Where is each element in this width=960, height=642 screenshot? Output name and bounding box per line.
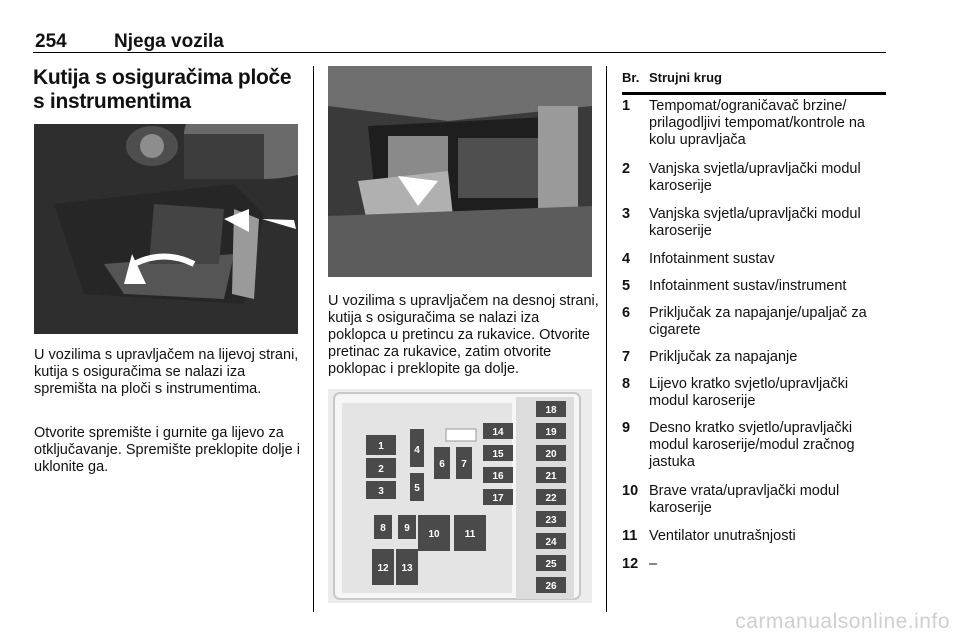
fuse-11: [454, 515, 486, 551]
svg-text:22: 22: [545, 493, 557, 504]
fuse-1: [366, 435, 396, 455]
table-header: [622, 68, 886, 95]
row-text: Vanjska svjetla/upravljački modul karoserije: [649, 206, 861, 239]
svg-text:4: 4: [414, 445, 420, 456]
row-text: Infotainment sustav: [649, 251, 775, 267]
photo-left-illustration: [34, 124, 298, 334]
svg-text:2: 2: [378, 464, 384, 475]
svg-text:20: 20: [545, 449, 557, 460]
svg-text:17: 17: [492, 493, 504, 504]
row-text: Vanjska svjetla/upravljački modul karoserije: [649, 161, 861, 194]
svg-text:14: 14: [492, 427, 504, 438]
svg-text:12: 12: [377, 563, 389, 574]
svg-text:23: 23: [545, 515, 557, 526]
fuse-7: [456, 447, 472, 479]
svg-text:11: 11: [464, 529, 476, 540]
row-text: Priključak za napajanje/upaljač za cigarete: [649, 305, 867, 338]
row-number: 2: [622, 161, 631, 177]
paragraph-left-2: Otvorite spremište i gurnite ga lijevo za otključavanje. Spremište preklopite dolje i uklonite ga.: [34, 425, 300, 475]
fuse-5: [410, 473, 424, 501]
fuse-12: [372, 549, 394, 585]
fuse-20: [536, 445, 566, 461]
row-number: 11: [622, 528, 638, 544]
page-header: [33, 30, 886, 53]
row-text: Brave vrata/upravljački modul karoserije: [649, 483, 840, 516]
fuse-25: [536, 555, 566, 571]
fuse-17: [483, 489, 513, 505]
fuse-3: [366, 481, 396, 499]
fuse-2: [366, 458, 396, 478]
svg-text:10: 10: [428, 529, 440, 540]
row-text: –: [649, 556, 658, 572]
paragraph-middle: U vozilima s upravljačem na desnoj strani, kutija s osiguračima se nalazi iza poklopca u pretincu za rukavice. Otvorite pretinac za rukavice, zatim otvorite poklopac i preklopite ga dolje.: [328, 293, 599, 377]
fuse-16: [483, 467, 513, 483]
fuse-22: [536, 489, 566, 505]
svg-text:5: 5: [414, 483, 420, 494]
svg-text:7: 7: [461, 459, 467, 470]
row-text: Lijevo kratko svjetlo/upravljački modul karoserije: [649, 376, 849, 409]
photo-right-hand-drive-glovebox: [328, 66, 592, 277]
svg-text:13: 13: [401, 563, 413, 574]
svg-text:15: 15: [492, 449, 504, 460]
row-number: 10: [622, 483, 639, 499]
fuse-10: [418, 515, 450, 551]
svg-text:3: 3: [378, 486, 384, 497]
fuse-15: [483, 445, 513, 461]
row-text: Infotainment sustav/instrument: [649, 278, 847, 294]
fuse-4: [410, 429, 424, 467]
row-number: 3: [622, 206, 631, 222]
svg-text:18: 18: [545, 405, 557, 416]
svg-text:26: 26: [545, 581, 557, 592]
table-header-circuit: Strujni krug: [649, 70, 722, 85]
fuse-21: [536, 467, 566, 483]
fuse-6: [434, 447, 450, 479]
column-divider-left: [313, 66, 314, 612]
row-text: Priključak za napajanje: [649, 349, 798, 365]
fuse-26: [536, 577, 566, 593]
row-number: 8: [622, 376, 631, 392]
svg-text:8: 8: [380, 523, 386, 534]
row-text: Tempomat/ograničavač brzine/ prilagodljivi tempomat/kontrole na kolu upravljača: [649, 98, 865, 148]
chapter-title: Njega vozila: [114, 31, 224, 52]
fuse-18: [536, 401, 566, 417]
table-header-number: Br.: [622, 70, 640, 85]
svg-text:19: 19: [545, 427, 557, 438]
fuse-13: [396, 549, 418, 585]
fuse-19: [536, 423, 566, 439]
fuse-23: [536, 511, 566, 527]
svg-text:1: 1: [378, 441, 384, 452]
row-number: 6: [622, 305, 631, 321]
fuse-24: [536, 533, 566, 549]
section-title: Kutija s osiguračima ploče s instrumentima: [33, 66, 292, 113]
paragraph-left-1: U vozilima s upravljačem na lijevoj strani, kutija s osiguračima se nalazi iza spremišta na ploči s instrumentima.: [34, 347, 299, 397]
svg-text:21: 21: [545, 471, 557, 482]
row-text: Ventilator unutrašnjosti: [649, 528, 796, 544]
svg-text:6: 6: [439, 459, 445, 470]
fuse-box-diagram: [328, 389, 592, 603]
svg-text:9: 9: [404, 523, 410, 534]
row-number: 4: [622, 251, 631, 267]
row-number: 1: [622, 98, 631, 114]
row-number: 12: [622, 556, 639, 572]
column-divider-right: [606, 66, 607, 612]
row-number: 5: [622, 278, 631, 294]
fuse-9: [398, 515, 416, 539]
row-text: Desno kratko svjetlo/upravljački modul karoserije/modul zračnog jastuka: [649, 420, 855, 470]
row-number: 7: [622, 349, 631, 365]
fuse-8: [374, 515, 392, 539]
fuse-box-svg: [328, 389, 592, 603]
row-number: 9: [622, 420, 631, 436]
photo-right-illustration: [328, 66, 592, 277]
watermark: carmanualsonline.info: [735, 610, 950, 633]
svg-text:24: 24: [545, 537, 557, 548]
svg-text:25: 25: [545, 559, 557, 570]
photo-left-hand-drive-compartment: [34, 124, 298, 334]
svg-text:16: 16: [492, 471, 504, 482]
fuse-14: [483, 423, 513, 439]
page-number: 254: [35, 31, 67, 52]
